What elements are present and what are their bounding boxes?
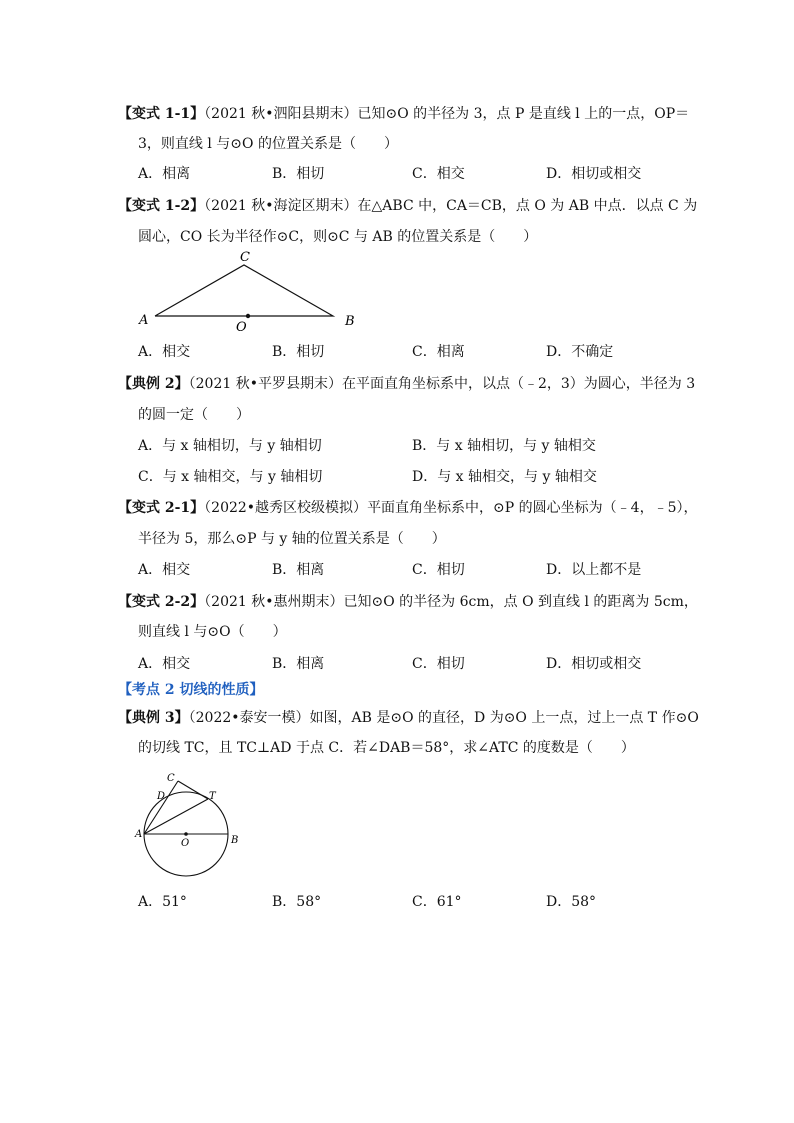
question-4-stem-line-1 bbox=[118, 498, 697, 518]
question-6-text-1: 如图，AB 是⊙O 的直径，D 为⊙O 上一点，过上一点 T 作⊙O bbox=[309, 710, 699, 726]
label-b-2: B bbox=[231, 835, 239, 846]
question-5-text-1: 已知⊙O 的半径为 6cm，点 O 到直线 l 的距离为 5cm， bbox=[343, 594, 698, 610]
circle-tangent-figure bbox=[130, 768, 250, 886]
question-5-option-a[interactable]: A．相交 bbox=[138, 656, 191, 672]
label-t: T bbox=[209, 791, 216, 802]
question-4-option-d[interactable]: D．以上都不是 bbox=[546, 562, 642, 578]
question-1-stem-line-1 bbox=[118, 104, 689, 124]
question-4-option-c[interactable]: C．相切 bbox=[412, 562, 465, 578]
question-4-option-b[interactable]: B．相离 bbox=[272, 562, 325, 578]
tangent-tc bbox=[178, 781, 208, 799]
label-d: D bbox=[157, 791, 166, 802]
question-2-text-1: 在△ABC 中，CA＝CB，点 O 为 AB 中点．以点 C 为 bbox=[357, 198, 698, 214]
question-5-tag: 【变式 2-2】 bbox=[118, 594, 205, 610]
question-1-option-b[interactable]: B．相切 bbox=[272, 166, 325, 182]
question-3-option-d[interactable]: D．与 x 轴相交，与 y 轴相交 bbox=[412, 469, 597, 485]
question-2-option-a[interactable]: A．相交 bbox=[138, 344, 191, 360]
question-6-option-a[interactable]: A．51° bbox=[138, 894, 187, 910]
question-4-stem-line-2: 半径为 5，那么⊙P 与 y 轴的位置关系是（ ） bbox=[138, 531, 446, 547]
question-3-stem-line-2: 的圆一定（ ） bbox=[138, 407, 250, 423]
question-2-stem-line-2: 圆心，CO 长为半径作⊙C，则⊙C 与 AB 的位置关系是（ ） bbox=[138, 229, 538, 245]
question-1-text-1: 已知⊙O 的半径为 3，点 P 是直线 l 上的一点，OP＝ bbox=[357, 106, 690, 122]
question-6-option-d[interactable]: D．58° bbox=[546, 894, 597, 910]
question-4-tag: 【变式 2-1】 bbox=[118, 500, 205, 516]
question-5-source: （2021 秋•惠州期末） bbox=[204, 594, 344, 610]
question-3-option-b[interactable]: B．与 x 轴相切，与 y 轴相交 bbox=[412, 438, 596, 454]
question-3-stem-line-1 bbox=[118, 374, 695, 394]
label-c-2: C bbox=[167, 773, 175, 784]
question-6-option-c[interactable]: C．61° bbox=[412, 894, 462, 910]
question-4-option-a[interactable]: A．相交 bbox=[138, 562, 191, 578]
center-o-dot bbox=[184, 832, 188, 836]
question-5-stem-line-2: 则直线 l 与⊙O（ ） bbox=[138, 624, 287, 640]
question-5-option-b[interactable]: B．相离 bbox=[272, 656, 325, 672]
question-6-stem-line-1 bbox=[118, 708, 699, 728]
question-5-option-d[interactable]: D．相切或相交 bbox=[546, 656, 642, 672]
label-a-2: A bbox=[135, 829, 143, 840]
midpoint-o-dot bbox=[246, 314, 250, 318]
question-3-option-c[interactable]: C．与 x 轴相交，与 y 轴相切 bbox=[138, 469, 323, 485]
label-o-2: O bbox=[181, 838, 190, 849]
question-2-source: （2021 秋•海淀区期末） bbox=[204, 198, 358, 214]
question-3-text-1: 在平面直角坐标系中，以点（﹣2，3）为圆心，半径为 3 bbox=[341, 376, 696, 392]
question-2-option-b[interactable]: B．相切 bbox=[272, 344, 325, 360]
question-6-source: （2022•泰安一模） bbox=[188, 710, 310, 726]
section-heading: 【考点 2 切线的性质】 bbox=[118, 682, 264, 698]
question-1-option-d[interactable]: D．相切或相交 bbox=[546, 166, 642, 182]
question-4-source: （2022•越秀区校级模拟） bbox=[204, 500, 368, 516]
segment-at bbox=[144, 799, 208, 834]
question-2-tag: 【变式 1-2】 bbox=[118, 198, 205, 214]
question-6-option-b[interactable]: B．58° bbox=[272, 894, 322, 910]
question-3-option-a[interactable]: A．与 x 轴相切，与 y 轴相切 bbox=[138, 438, 322, 454]
label-o: O bbox=[236, 320, 247, 335]
question-1-option-c[interactable]: C．相交 bbox=[412, 166, 465, 182]
question-1-source: （2021 秋•泗阳县期末） bbox=[204, 106, 358, 122]
question-3-source: （2021 秋•平罗县期末） bbox=[188, 376, 342, 392]
label-a: A bbox=[139, 313, 149, 328]
question-5-stem-line-1 bbox=[118, 592, 698, 612]
triangle-figure bbox=[130, 248, 370, 336]
question-6-tag: 【典例 3】 bbox=[118, 710, 189, 726]
question-3-tag: 【典例 2】 bbox=[118, 376, 189, 392]
label-c: C bbox=[240, 250, 250, 265]
question-2-stem-line-1 bbox=[118, 196, 697, 216]
question-2-option-d[interactable]: D．不确定 bbox=[546, 344, 614, 360]
question-1-tag: 【变式 1-1】 bbox=[118, 106, 205, 122]
question-2-option-c[interactable]: C．相离 bbox=[412, 344, 465, 360]
question-6-stem-line-2: 的切线 TC，且 TC⊥AD 于点 C．若∠DAB＝58°，求∠ATC 的度数是（ ） bbox=[138, 740, 635, 756]
segment-ac bbox=[144, 781, 178, 834]
label-b: B bbox=[345, 314, 355, 329]
question-5-option-c[interactable]: C．相切 bbox=[412, 656, 465, 672]
triangle-edges bbox=[155, 265, 333, 316]
question-4-text-1: 平面直角坐标系中，⊙P 的圆心坐标为（﹣4，﹣5）， bbox=[367, 500, 698, 516]
question-1-stem-line-2: 3，则直线 l 与⊙O 的位置关系是（ ） bbox=[138, 136, 398, 152]
question-1-option-a[interactable]: A．相离 bbox=[138, 166, 191, 182]
